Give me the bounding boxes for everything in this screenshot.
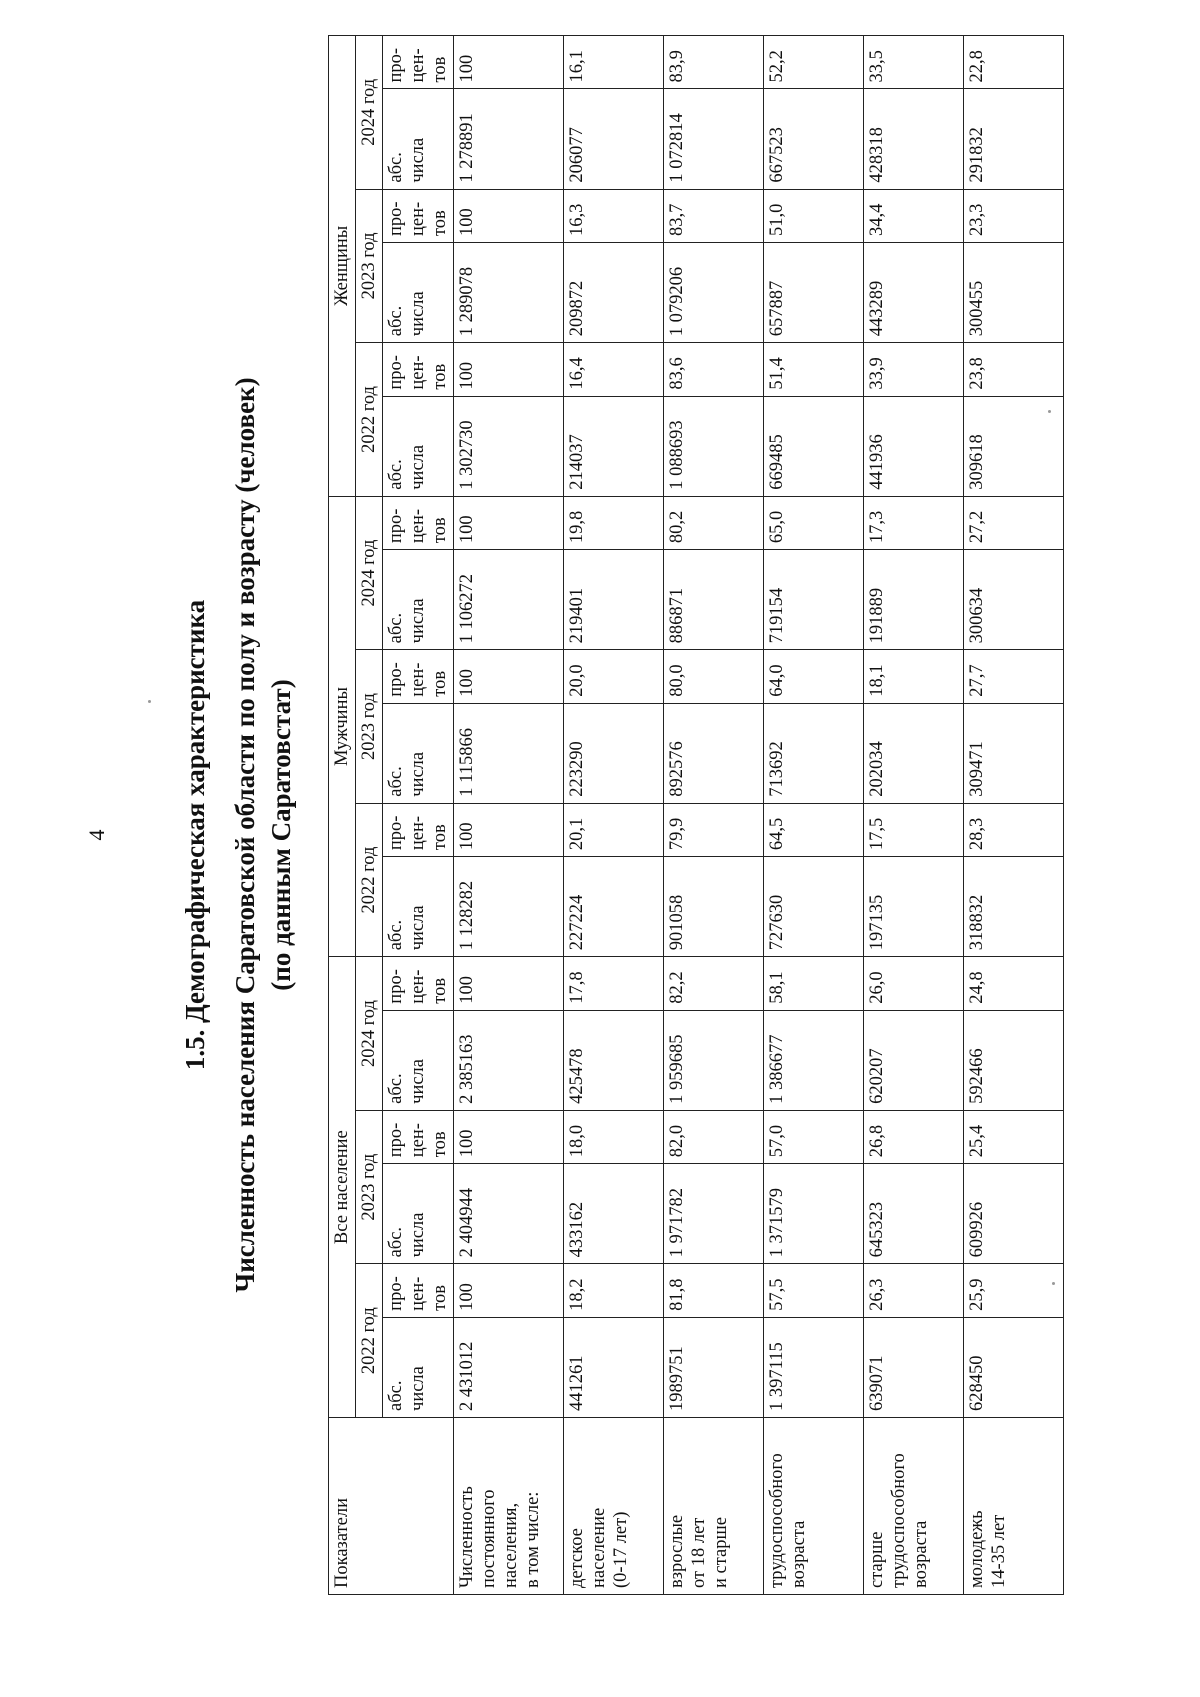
row-label — [864, 1417, 964, 1594]
pct-value-cell: 16,3 — [564, 189, 664, 242]
pct-value-cell: 64,0 — [764, 650, 864, 703]
pct-header-line: про- — [386, 815, 406, 851]
row-label-line: возраста — [911, 1520, 931, 1588]
pct-header-line: тов — [430, 210, 450, 237]
row-label — [664, 1417, 764, 1594]
abs-value-cell: 425478 — [564, 1010, 664, 1110]
row-label-line: молодежь — [967, 1510, 987, 1588]
page-number: 4 — [84, 829, 109, 841]
pct-value-cell: 64,5 — [764, 803, 864, 856]
abs-value-cell: 214037 — [564, 396, 664, 496]
pct-header-line: про- — [386, 969, 406, 1004]
year-header: 2022 год — [356, 1264, 383, 1418]
pct-value-cell: 100 — [454, 1110, 564, 1163]
pct-value-cell: 57,0 — [764, 1110, 864, 1163]
abs-value-cell: 639071 — [864, 1317, 964, 1417]
row-label-line: трудоспособного — [767, 1453, 787, 1588]
abs-value-cell: 318832 — [964, 857, 1064, 957]
abs-value-cell: 657887 — [764, 243, 864, 343]
abs-value-cell: 209872 — [564, 243, 664, 343]
abs-value-cell: 1 079206 — [664, 243, 764, 343]
row-label-line: населения, — [501, 1502, 521, 1588]
row-label-line: и старше — [711, 1517, 731, 1588]
abs-value-cell: 441261 — [564, 1317, 664, 1417]
abs-value-cell: 1 397115 — [764, 1317, 864, 1417]
abs-value-cell: 428318 — [864, 89, 964, 189]
row-label-line: Численность — [457, 1486, 477, 1588]
abs-header — [383, 89, 454, 189]
pct-header — [383, 189, 454, 242]
table-row — [454, 36, 564, 1595]
pct-value-cell: 100 — [454, 496, 564, 549]
abs-value-cell: 300455 — [964, 243, 1064, 343]
pct-value-cell: 20,0 — [564, 650, 664, 703]
pct-value-cell: 16,4 — [564, 343, 664, 396]
abs-header-line: абс. — [386, 919, 406, 951]
pct-value-cell: 51,4 — [764, 343, 864, 396]
pct-value-cell: 33,9 — [864, 343, 964, 396]
pct-header-line: тов — [430, 824, 450, 851]
abs-value-cell: 628450 — [964, 1317, 1064, 1417]
pct-value-cell: 25,9 — [964, 1264, 1064, 1317]
table-row — [764, 36, 864, 1595]
row-label-line: (0-17 лет) — [611, 1511, 631, 1588]
pct-value-cell: 27,2 — [964, 496, 1064, 549]
abs-value-cell: 1 128282 — [454, 857, 564, 957]
abs-header — [383, 1317, 454, 1417]
year-header: 2023 год — [356, 650, 383, 803]
table-row — [564, 36, 664, 1595]
pct-value-cell: 100 — [454, 803, 564, 856]
abs-value-cell: 291832 — [964, 89, 1064, 189]
pct-value-cell: 81,8 — [664, 1264, 764, 1317]
abs-header-line: абс. — [386, 459, 406, 490]
pct-header — [383, 36, 454, 89]
abs-header-line: числа — [408, 598, 428, 644]
pct-header-line: про- — [386, 662, 406, 697]
pct-value-cell: 27,7 — [964, 650, 1064, 703]
pct-header — [383, 343, 454, 396]
table-body — [454, 36, 1064, 1595]
row-label — [564, 1417, 664, 1594]
table-wrapper — [328, 35, 1064, 1595]
abs-header — [383, 857, 454, 957]
abs-header-line: числа — [408, 1059, 428, 1104]
row-label-line: от 18 лет — [689, 1517, 709, 1588]
row-label-line: взрослые — [667, 1514, 687, 1588]
pct-value-cell: 100 — [454, 957, 564, 1010]
abs-value-cell: 669485 — [764, 396, 864, 496]
pct-value-cell: 51,0 — [764, 189, 864, 242]
abs-value-cell: 1989751 — [664, 1317, 764, 1417]
pct-header-line: тов — [430, 363, 450, 390]
pct-value-cell: 17,8 — [564, 957, 664, 1010]
abs-value-cell: 2 385163 — [454, 1010, 564, 1110]
abs-header-line: числа — [408, 137, 428, 183]
row-label-line: в том числе: — [523, 1491, 543, 1588]
pct-value-cell: 23,8 — [964, 343, 1064, 396]
pct-header-line: цен- — [408, 815, 428, 851]
pct-value-cell: 25,4 — [964, 1110, 1064, 1163]
row-label — [964, 1417, 1064, 1594]
pct-value-cell: 58,1 — [764, 957, 864, 1010]
pct-value-cell: 100 — [454, 1264, 564, 1317]
pct-value-cell: 82,0 — [664, 1110, 764, 1163]
pct-value-cell: 22,8 — [964, 36, 1064, 89]
pct-header-line: тов — [430, 517, 450, 544]
scan-speck — [1052, 1282, 1055, 1285]
abs-value-cell: 191889 — [864, 550, 964, 650]
group-header-men: Мужчины — [329, 496, 356, 957]
table-title-line-2: (по данным Саратовстат) — [266, 679, 296, 991]
pct-value-cell: 100 — [454, 650, 564, 703]
table-row — [664, 36, 764, 1595]
row-label-line: детское — [567, 1528, 587, 1588]
abs-header-line: абс. — [386, 766, 406, 797]
abs-value-cell: 620207 — [864, 1010, 964, 1110]
row-label-line: 14-35 лет — [989, 1514, 1009, 1588]
abs-value-cell: 2 431012 — [454, 1317, 564, 1417]
pct-header-line: тов — [430, 1131, 450, 1158]
pct-header — [383, 496, 454, 549]
header-row-groups — [329, 36, 356, 1595]
abs-value-cell: 197135 — [864, 857, 964, 957]
rotated-page-content — [72, 35, 1112, 1635]
pct-value-cell: 52,2 — [764, 36, 864, 89]
pct-header-line: цен- — [408, 969, 428, 1004]
row-label — [764, 1417, 864, 1594]
pct-header-line: тов — [430, 1285, 450, 1311]
row-label-line: старше — [867, 1531, 887, 1588]
pct-header-line: про- — [386, 201, 406, 237]
pct-header-line: про- — [386, 1122, 406, 1158]
abs-header — [383, 550, 454, 650]
pct-header-line: про- — [386, 1276, 406, 1311]
pct-header-line: цен- — [408, 201, 428, 237]
abs-value-cell: 443289 — [864, 243, 964, 343]
abs-value-cell: 719154 — [764, 550, 864, 650]
abs-header-line: абс. — [386, 1226, 406, 1258]
abs-header-line: числа — [408, 444, 428, 490]
pct-value-cell: 28,3 — [964, 803, 1064, 856]
pct-value-cell: 83,7 — [664, 189, 764, 242]
pct-value-cell: 100 — [454, 36, 564, 89]
abs-value-cell: 609926 — [964, 1164, 1064, 1264]
abs-value-cell: 1 088693 — [664, 396, 764, 496]
year-header: 2022 год — [356, 803, 383, 957]
pct-header-line: цен- — [408, 48, 428, 83]
table-title — [227, 35, 299, 1635]
pct-value-cell: 26,3 — [864, 1264, 964, 1317]
pct-value-cell: 34,4 — [864, 189, 964, 242]
pct-value-cell: 80,0 — [664, 650, 764, 703]
pct-header — [383, 957, 454, 1010]
pct-value-cell: 18,1 — [864, 650, 964, 703]
pct-value-cell: 79,9 — [664, 803, 764, 856]
pct-header — [383, 803, 454, 856]
year-header: 2024 год — [356, 957, 383, 1111]
abs-value-cell: 441936 — [864, 396, 964, 496]
abs-header-line: числа — [408, 1212, 428, 1258]
abs-value-cell: 1 072814 — [664, 89, 764, 189]
row-label-line: возраста — [789, 1520, 809, 1588]
abs-value-cell: 1 371579 — [764, 1164, 864, 1264]
abs-value-cell: 901058 — [664, 857, 764, 957]
year-header: 2023 год — [356, 189, 383, 343]
abs-value-cell: 645323 — [864, 1164, 964, 1264]
year-header: 2022 год — [356, 343, 383, 497]
abs-value-cell: 727630 — [764, 857, 864, 957]
abs-header-line: абс. — [386, 1380, 406, 1411]
abs-value-cell: 1 278891 — [454, 89, 564, 189]
abs-value-cell: 223290 — [564, 703, 664, 803]
row-label-line: население — [589, 1507, 609, 1588]
table-row — [964, 36, 1064, 1595]
pct-value-cell: 19,8 — [564, 496, 664, 549]
pct-value-cell: 33,5 — [864, 36, 964, 89]
pct-header-line: цен- — [408, 1276, 428, 1311]
abs-header-line: абс. — [386, 305, 406, 337]
row-label — [454, 1417, 564, 1594]
pct-value-cell: 23,3 — [964, 189, 1064, 242]
pct-header-line: про- — [386, 355, 406, 390]
group-header-all: Все население — [329, 957, 356, 1418]
header-row-years — [356, 36, 383, 1595]
pct-value-cell: 57,5 — [764, 1264, 864, 1317]
abs-value-cell: 1 971782 — [664, 1164, 764, 1264]
row-label-line: постоянного — [479, 1489, 499, 1588]
abs-value-cell: 206077 — [564, 89, 664, 189]
abs-value-cell: 309471 — [964, 703, 1064, 803]
population-table — [328, 35, 1064, 1595]
pct-value-cell: 18,2 — [564, 1264, 664, 1317]
abs-header — [383, 703, 454, 803]
pct-value-cell: 24,8 — [964, 957, 1064, 1010]
group-header-women: Женщины — [329, 36, 356, 497]
abs-value-cell: 433162 — [564, 1164, 664, 1264]
abs-value-cell: 1 386677 — [764, 1010, 864, 1110]
scan-speck — [1048, 410, 1051, 413]
pct-header — [383, 1264, 454, 1317]
row-label-line: трудоспособного — [889, 1453, 909, 1588]
abs-value-cell: 1 115866 — [454, 703, 564, 803]
abs-value-cell: 1 106272 — [454, 550, 564, 650]
abs-value-cell: 592466 — [964, 1010, 1064, 1110]
section-title: 1.5. Демографическая характеристика — [180, 599, 210, 1071]
pct-value-cell: 26,0 — [864, 957, 964, 1010]
pct-value-cell: 100 — [454, 343, 564, 396]
pct-header-line: тов — [430, 977, 450, 1004]
abs-value-cell: 1 302730 — [454, 396, 564, 496]
pct-header-line: цен- — [408, 355, 428, 390]
scan-speck — [148, 700, 151, 703]
pct-header-line: про- — [386, 47, 406, 83]
year-header: 2024 год — [356, 36, 383, 190]
abs-value-cell: 227224 — [564, 857, 664, 957]
abs-value-cell: 892576 — [664, 703, 764, 803]
abs-value-cell: 2 404944 — [454, 1164, 564, 1264]
pct-header-line: цен- — [408, 508, 428, 544]
table-title-line-1: Численность населения Саратовской области по полу и возрасту (человек) — [230, 377, 260, 1293]
pct-header — [383, 1110, 454, 1163]
pct-header-line: тов — [430, 670, 450, 697]
pct-header-line: цен- — [408, 1123, 428, 1158]
pct-value-cell: 26,8 — [864, 1110, 964, 1163]
abs-header-line: абс. — [386, 1073, 406, 1104]
pct-value-cell: 17,3 — [864, 496, 964, 549]
abs-value-cell: 309618 — [964, 396, 1064, 496]
header-row-subheaders — [383, 36, 454, 1595]
pct-header-line: тов — [430, 56, 450, 83]
abs-header — [383, 1010, 454, 1110]
pct-header — [383, 650, 454, 703]
abs-header — [383, 243, 454, 343]
abs-header — [383, 396, 454, 496]
abs-value-cell: 1 959685 — [664, 1010, 764, 1110]
pct-value-cell: 65,0 — [764, 496, 864, 549]
year-header: 2023 год — [356, 1110, 383, 1264]
pct-header-line: цен- — [408, 662, 428, 697]
table-row — [864, 36, 964, 1595]
pct-value-cell: 100 — [454, 189, 564, 242]
pct-value-cell: 20,1 — [564, 803, 664, 856]
pct-value-cell: 83,6 — [664, 343, 764, 396]
pct-header-line: про- — [386, 508, 406, 544]
abs-value-cell: 219401 — [564, 550, 664, 650]
year-header: 2024 год — [356, 496, 383, 650]
abs-header-line: числа — [408, 1366, 428, 1411]
abs-header-line: абс. — [386, 612, 406, 644]
abs-value-cell: 300634 — [964, 550, 1064, 650]
pct-value-cell: 80,2 — [664, 496, 764, 549]
pct-value-cell: 16,1 — [564, 36, 664, 89]
pct-value-cell: 18,0 — [564, 1110, 664, 1163]
abs-header — [383, 1164, 454, 1264]
abs-value-cell: 667523 — [764, 89, 864, 189]
abs-value-cell: 713692 — [764, 703, 864, 803]
abs-value-cell: 886871 — [664, 550, 764, 650]
pct-value-cell: 83,9 — [664, 36, 764, 89]
abs-header-line: числа — [408, 751, 428, 797]
indicator-header: Показатели — [329, 1417, 454, 1594]
abs-value-cell: 1 289078 — [454, 243, 564, 343]
abs-header-line: числа — [408, 905, 428, 951]
pct-value-cell: 17,5 — [864, 803, 964, 856]
abs-value-cell: 202034 — [864, 703, 964, 803]
pct-value-cell: 82,2 — [664, 957, 764, 1010]
abs-header-line: абс. — [386, 152, 406, 183]
abs-header-line: числа — [408, 291, 428, 337]
